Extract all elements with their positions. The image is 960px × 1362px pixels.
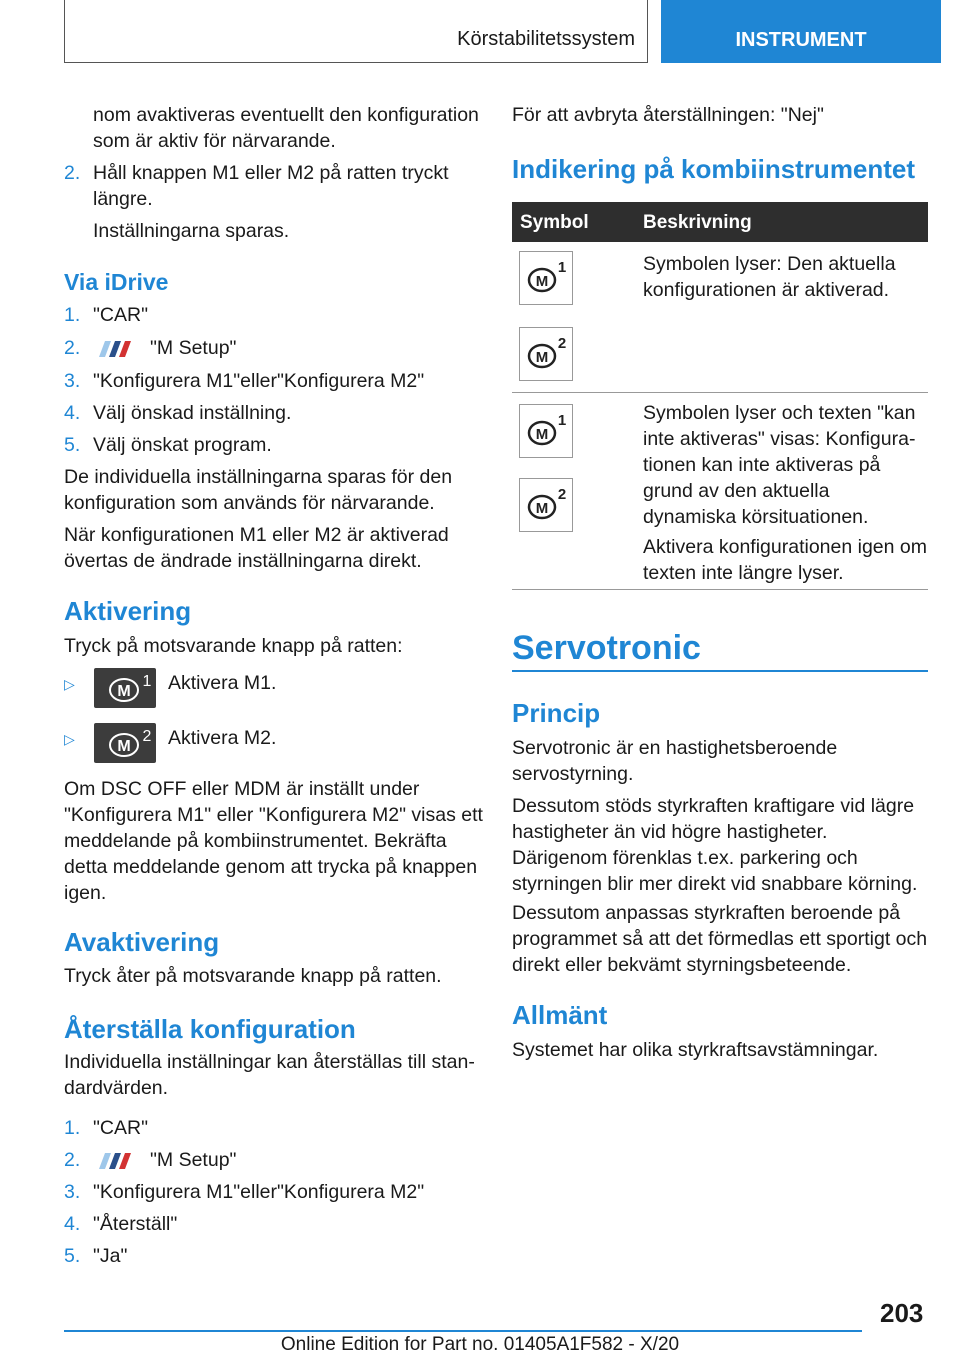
- list-item: ▷ M 2 Aktivera M2.: [64, 723, 484, 765]
- m1-button-image: [94, 668, 156, 708]
- list-item: 5. "Ja": [64, 1245, 128, 1267]
- paragraph: Tryck åter på motsvarande knapp på ratten.: [64, 965, 442, 987]
- heading-aterstalla: Återställa konfiguration: [64, 1014, 356, 1044]
- svg-text:2: 2: [142, 728, 152, 745]
- paragraph: Dessutom stöds styrkraften kraftigare vid lägre hastigheter än vid högre hastigheter. Därigenom förenklas t.ex. parkering och styrningen blir mer direkt vid snabbare körning.: [512, 795, 918, 895]
- header-section-title: Körstabilitetssystem: [457, 28, 635, 50]
- m2-button-image: [94, 723, 156, 763]
- heading-aktivering: Aktivering: [64, 596, 192, 626]
- table-header-description: Beskrivning: [643, 212, 752, 233]
- list-item: 2. "M Setup": [64, 1149, 237, 1171]
- paragraph: De individuella inställningarna sparas för den konfiguration som används för närvarande.: [64, 466, 453, 514]
- m2-icon: [520, 479, 572, 531]
- m1-icon: [520, 405, 572, 457]
- svg-text:2: 2: [557, 486, 567, 503]
- m2-icon: [520, 328, 572, 380]
- table-cell: Symbolen lyser: Den aktuella konfigurationen är aktiverad.: [643, 253, 896, 301]
- m2-icon: [94, 723, 156, 763]
- header-chapter-tab: INSTRUMENT: [661, 0, 941, 63]
- m2-symbol: [519, 478, 573, 532]
- paragraph: Tryck på motsvarande knapp på ratten:: [64, 635, 403, 657]
- svg-text:2: 2: [557, 335, 567, 352]
- svg-text:M: M: [535, 349, 549, 366]
- m1-symbol: [519, 251, 573, 305]
- header-section-box: [64, 0, 648, 63]
- table-row-divider: [512, 392, 928, 393]
- paragraph: Dessutom anpassas styrkraften beroende på programmet så att det förmedlas ett sportigt och direkt eller bekvämt styrningsbeteende.: [512, 902, 928, 976]
- heading-via-idrive: Via iDrive: [64, 269, 169, 295]
- paragraph: Om DSC OFF eller MDM är inställt under "Konfigurera M1" eller "Konfigurera M2" visas ett meddelande på kombiinstrumentet. Bekräfta detta meddelande genom att trycka på knappen igen.: [64, 778, 483, 904]
- table-cell: Aktivera konfigurationen igen om texten inte längre lyser.: [643, 536, 927, 584]
- footer-edition: Online Edition for Part no. 01405A1F582 - X/20: [280, 1334, 680, 1355]
- list-item: 1. "CAR": [64, 304, 149, 326]
- table-header-symbol: Symbol: [520, 212, 589, 233]
- list-item: 2. "M Setup": [64, 337, 237, 359]
- list-item: 2. Håll knappen M1 eller M2 på ratten tryckt längre.: [64, 162, 449, 210]
- paragraph: Systemet har olika styrkraftsavstämningar.: [512, 1039, 879, 1061]
- svg-text:1: 1: [142, 673, 152, 690]
- list-item: 4. "Återställ": [64, 1213, 178, 1235]
- list-item: ▷ M 1 Aktivera M1.: [64, 668, 484, 710]
- svg-text:M: M: [117, 683, 131, 700]
- table-header: [512, 202, 928, 242]
- continued-text: nom avaktiveras eventuellt den konfiguration som är aktiv för närvarande.: [93, 104, 479, 152]
- list-item: 3. "Konfigurera M1"eller"Konfigurera M2": [64, 1181, 425, 1203]
- svg-text:1: 1: [557, 412, 567, 429]
- paragraph: Servotronic är en hastighetsberoende servostyrning.: [512, 737, 838, 785]
- paragraph: När konfigurationen M1 eller M2 är aktiverad övertas de ändrade inställningarna direkt.: [64, 524, 449, 572]
- footer-rule: [64, 1330, 862, 1332]
- list-item: 4. Välj önskad inställning.: [64, 402, 292, 424]
- heading-servotronic: Servotronic: [512, 629, 701, 667]
- svg-text:1: 1: [557, 259, 567, 276]
- heading-avaktivering: Avaktivering: [64, 927, 220, 957]
- paragraph: För att avbryta återställningen: "Nej": [512, 104, 824, 126]
- step-result: Inställningarna sparas.: [93, 220, 290, 242]
- table-cell: Symbolen lyser och texten "kan inte aktiveras" visas: Konfigurationen kan inte aktiveras på grund av den aktuella dynamiska körsituationen.: [643, 402, 916, 528]
- list-item: 3. "Konfigurera M1"eller"Konfigurera M2": [64, 370, 425, 392]
- list-item: 1. "CAR": [64, 1117, 149, 1139]
- heading-indikering: Indikering på kombiinstrumentet: [512, 154, 916, 184]
- svg-text:M: M: [117, 738, 131, 755]
- m1-symbol: [519, 404, 573, 458]
- heading-allmant: Allmänt: [512, 1000, 608, 1030]
- m1-icon: [94, 668, 156, 708]
- heading-rule: [512, 670, 928, 672]
- list-item: 5. Välj önskat program.: [64, 434, 272, 456]
- heading-princip: Princip: [512, 698, 601, 728]
- m1-icon: [520, 252, 572, 304]
- paragraph: Individuella inställningar kan återställas till standardvärden.: [64, 1051, 475, 1099]
- svg-text:M: M: [535, 426, 549, 443]
- table-row-divider: [512, 589, 928, 590]
- svg-text:M: M: [535, 273, 549, 290]
- svg-text:M: M: [535, 500, 549, 517]
- m-logo-icon: [93, 1153, 138, 1169]
- m2-symbol: [519, 327, 573, 381]
- page-number: 203: [880, 1298, 924, 1328]
- m-logo-icon: [93, 341, 138, 357]
